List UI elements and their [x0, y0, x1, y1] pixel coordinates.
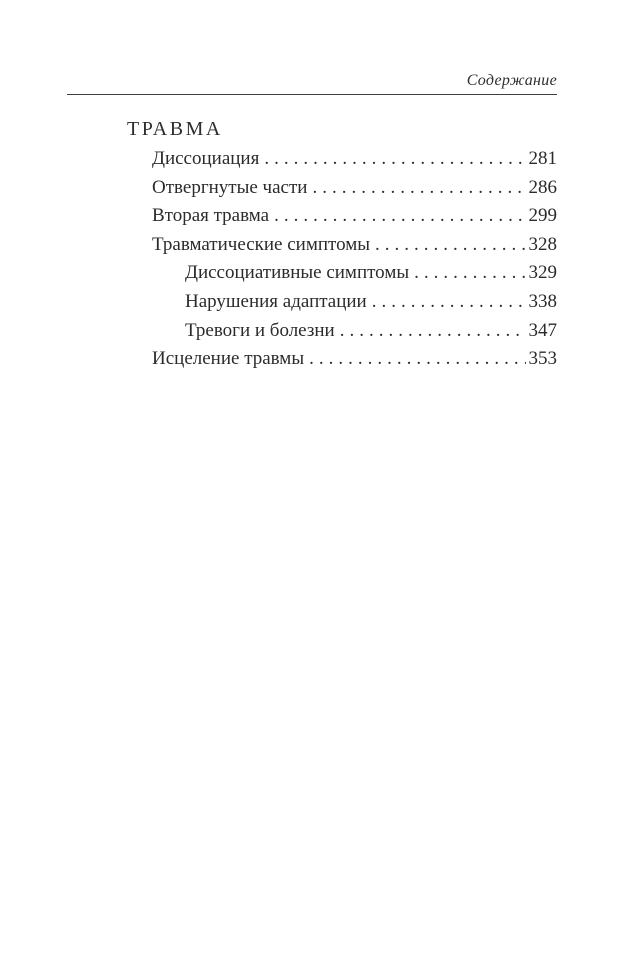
running-title: Содержание [466, 72, 557, 89]
dot-leader [340, 317, 526, 346]
toc-entry-title: Исцеление травмы [152, 348, 305, 370]
toc-entry-title: Диссоциативные симптомы [185, 262, 410, 284]
toc-entry-page: 347 [528, 319, 557, 341]
toc-entry-page: 338 [528, 290, 557, 312]
toc-entry-page: 329 [528, 262, 557, 284]
toc-entry-title: Тревоги и болезни [185, 319, 335, 341]
toc-entry[interactable] [67, 345, 557, 374]
dot-leader [309, 345, 525, 374]
dot-leader [264, 145, 525, 174]
toc-entry-title: Отвергнутые части [152, 176, 308, 198]
toc-entry[interactable] [67, 202, 557, 231]
table-of-contents [67, 117, 557, 374]
toc-entry-page: 353 [528, 348, 557, 370]
toc-entry-page: 299 [528, 205, 557, 227]
toc-entry-title: Нарушения адаптации [185, 290, 367, 312]
page-header [67, 0, 557, 90]
header-rule [67, 94, 557, 95]
toc-entry[interactable] [67, 145, 557, 174]
toc-entry-page: 286 [528, 176, 557, 198]
dot-leader [312, 174, 525, 203]
toc-entry-title: Вторая травма [152, 205, 270, 227]
toc-entry[interactable] [67, 317, 557, 346]
dot-leader [274, 202, 525, 231]
toc-entry[interactable] [67, 259, 557, 288]
toc-list [67, 145, 557, 374]
toc-entry-title: Травматические симптомы [152, 233, 371, 255]
toc-entry[interactable] [67, 231, 557, 260]
dot-leader [375, 231, 525, 260]
section-title: ТРАВМА [127, 118, 223, 140]
toc-entry-page: 328 [528, 233, 557, 255]
dot-leader [372, 288, 526, 317]
toc-entry-title: Диссоциация [152, 148, 260, 169]
toc-entry[interactable] [67, 174, 557, 203]
toc-entry[interactable] [67, 288, 557, 317]
toc-entry-page: 281 [528, 148, 557, 169]
dot-leader [414, 259, 525, 288]
